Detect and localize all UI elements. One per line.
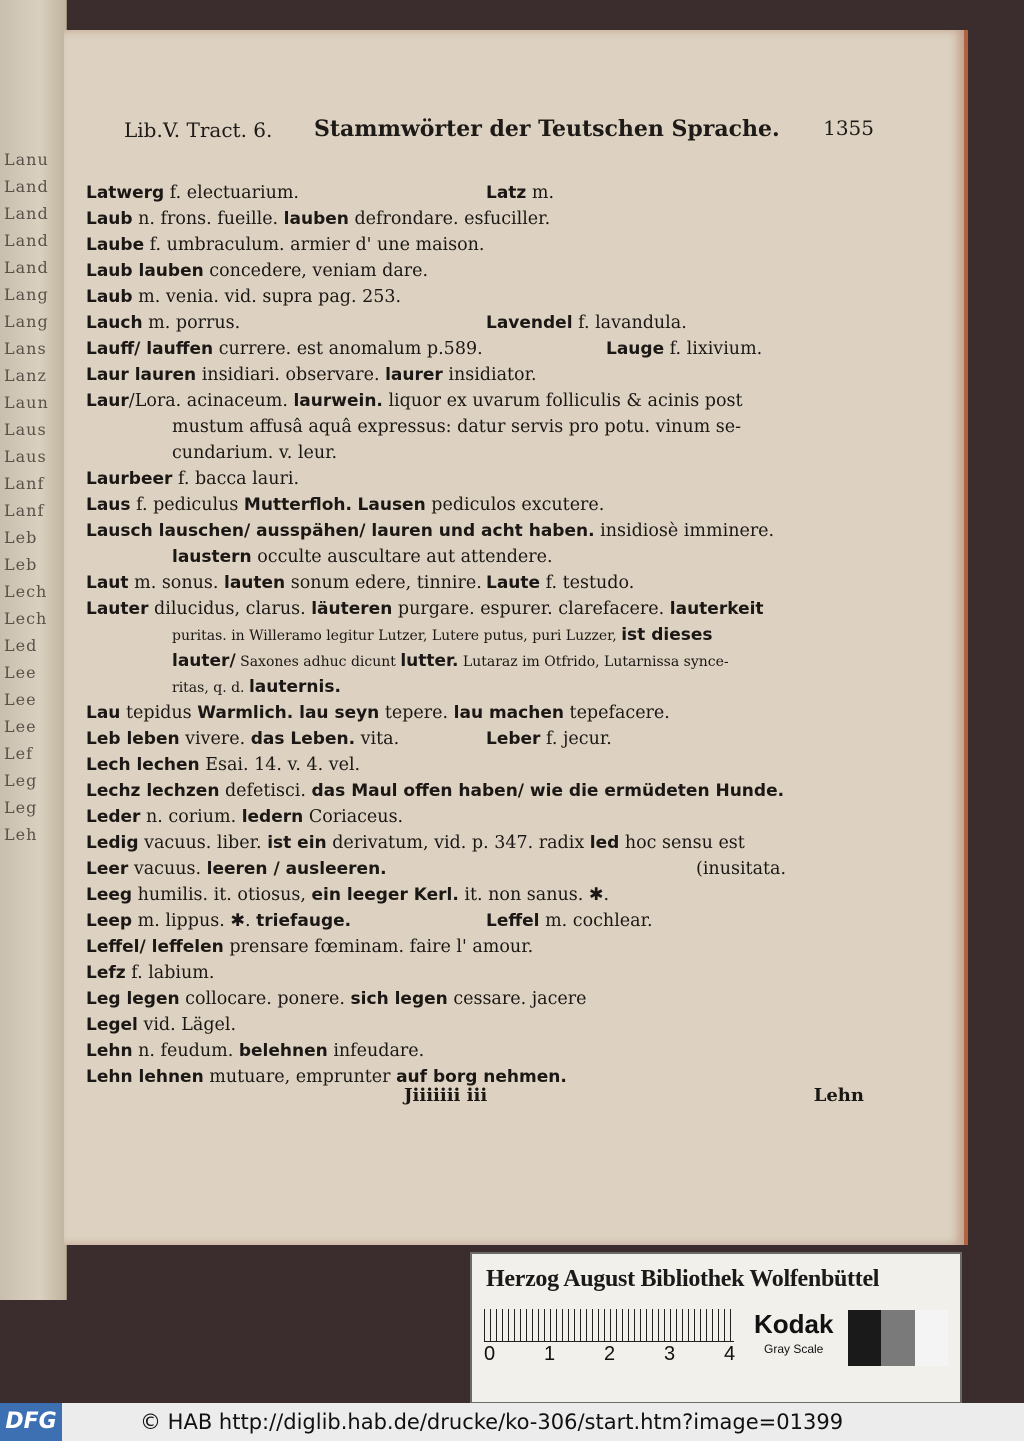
entry-text: prensare fœminam. faire l' amour.	[223, 937, 534, 957]
entry-line	[86, 206, 876, 232]
entry-text: sonum edere, tinnire.	[285, 573, 482, 593]
headword: lauben	[283, 209, 349, 229]
scale-ruler	[484, 1309, 754, 1367]
library-color-target	[470, 1252, 962, 1404]
headword: Leb leben	[86, 729, 180, 749]
headword: Warmlich. lau seyn	[197, 703, 380, 723]
entry-line	[86, 596, 876, 622]
right-column-entry	[696, 856, 786, 882]
entry-text: m. venia. vid. supra pag. 253.	[132, 287, 402, 307]
header-book-reference: Lib.V. Tract. 6.	[124, 118, 273, 142]
right-column-entry	[486, 908, 653, 934]
book-page	[64, 30, 968, 1245]
headword: das Leben.	[250, 729, 356, 749]
entry-line	[86, 882, 876, 908]
entry-text: defrondare. esfuciller.	[348, 209, 551, 229]
headword: Legel	[86, 1015, 138, 1035]
adjacent-page-fragment: Lang	[4, 312, 49, 331]
catchword: Lehn	[813, 1085, 864, 1106]
entry-text: m. cochlear.	[539, 911, 653, 931]
adjacent-page-fragment: Land	[4, 204, 49, 223]
adjacent-page-fragment: Laun	[4, 393, 49, 412]
headword: läuteren	[311, 599, 393, 619]
entry-text: n. corium.	[140, 807, 242, 827]
entry-text: concedere, veniam dare.	[203, 261, 429, 281]
entry-text: (inusitata.	[696, 859, 787, 879]
dfg-logo: DFG	[0, 1403, 62, 1441]
headword: Lausch lauschen/ ausspähen/ lauren und acht haben.	[86, 521, 595, 541]
headword: Lechz lechzen	[86, 781, 220, 801]
headword: triefauge.	[256, 911, 352, 931]
entry-line	[86, 830, 876, 856]
headword: Lauter	[86, 599, 149, 619]
adjacent-page-fragment: Laus	[4, 447, 47, 466]
headword: Latz	[486, 183, 527, 203]
right-column-entry	[486, 570, 634, 596]
entry-text: liquor ex uvarum folliculis & acinis post	[382, 391, 743, 411]
headword: Leffel	[486, 911, 540, 931]
entry-line	[86, 726, 876, 752]
copyright-link[interactable]: © HAB http://diglib.hab.de/drucke/ko-306/start.htm?image=01399	[140, 1410, 844, 1434]
kodak-logo: Kodak	[754, 1309, 834, 1339]
entry-text: f. lixivium.	[664, 339, 763, 359]
swatch-gray	[881, 1310, 914, 1366]
entry-text: puritas. in Willeramo legitur Lutzer, Lutere putus, puri Luzzer,	[172, 628, 622, 644]
entry-text: Saxones adhuc dicunt	[235, 654, 401, 670]
adjacent-page-fragment: Land	[4, 177, 49, 196]
entry-line	[86, 492, 876, 518]
signature-mark: Jiiiiiii iii	[404, 1085, 488, 1106]
entry-text: insidiari. observare.	[196, 365, 386, 385]
headword: Leg legen	[86, 989, 180, 1009]
entry-text: vacuus. liber.	[138, 833, 268, 853]
adjacent-page-fragment: Lee	[4, 690, 37, 709]
headword: Laut	[86, 573, 129, 593]
adjacent-page-fragment: Lang	[4, 285, 49, 304]
headword: Laute	[486, 573, 541, 593]
headword: Lausen	[357, 495, 426, 515]
right-column-entry	[486, 726, 612, 752]
entry-line	[86, 414, 876, 440]
ruler-number: 4	[724, 1343, 736, 1365]
adjacent-page-fragment: Lanf	[4, 474, 45, 493]
entry-line	[86, 856, 876, 882]
entry-line	[86, 518, 876, 544]
headword: Laur lauren	[86, 365, 197, 385]
entry-line	[86, 284, 876, 310]
entry-text: mutuare, emprunter	[203, 1067, 397, 1087]
headword: Laus	[86, 495, 131, 515]
headword: lauterkeit	[669, 599, 764, 619]
entry-text: defetisci.	[219, 781, 312, 801]
entry-line	[86, 674, 876, 700]
page-header	[124, 114, 874, 150]
entry-text: Lutaraz im Otfrido, Lutarnissa synce-	[458, 654, 729, 670]
headword: Leer	[86, 859, 129, 879]
entry-text: hoc sensu est	[619, 833, 745, 853]
entry-line	[86, 934, 876, 960]
entry-text: humilis. it. otiosus,	[132, 885, 312, 905]
entry-text: insidiator.	[442, 365, 537, 385]
headword: leeren / ausleeren.	[206, 859, 387, 879]
entry-line	[86, 310, 876, 336]
entry-line	[86, 388, 876, 414]
headword: ist dieses	[621, 625, 713, 645]
entry-text: dilucidus, clarus.	[148, 599, 312, 619]
entry-text: pediculos excutere.	[425, 495, 605, 515]
entry-text: f. pediculus	[130, 495, 244, 515]
entry-text: f. bacca lauri.	[172, 469, 300, 489]
headword: Leder	[86, 807, 141, 827]
entry-text: f. lavandula.	[572, 313, 687, 333]
headword: lauten	[224, 573, 286, 593]
headword: Laub	[86, 287, 133, 307]
headword: belehnen	[238, 1041, 328, 1061]
headword: laurer	[385, 365, 443, 385]
bottom-bar	[0, 1403, 1024, 1441]
swatch-white	[915, 1310, 948, 1366]
entry-text: tepidus	[120, 703, 198, 723]
adjacent-page-fragment: Land	[4, 258, 49, 277]
adjacent-page-fragment: Lanu	[4, 150, 49, 169]
headword: Laurbeer	[86, 469, 173, 489]
entry-text: collocare. ponere.	[179, 989, 351, 1009]
swatch-black	[848, 1310, 881, 1366]
entry-line	[86, 336, 876, 362]
entry-text: vita.	[355, 729, 400, 749]
entry-text: Coriaceus.	[303, 807, 404, 827]
entry-text: cundarium. v. leur.	[172, 443, 338, 463]
right-column-entry	[606, 336, 762, 362]
entry-line	[86, 960, 876, 986]
header-running-title: Stammwörter der Teutschen Sprache.	[314, 116, 780, 142]
headword: lau machen	[453, 703, 564, 723]
adjacent-page-fragment: Leh	[4, 825, 38, 844]
entry-text: derivatum, vid. p. 347. radix	[326, 833, 590, 853]
entry-text: vacuus.	[128, 859, 207, 879]
entry-line	[86, 362, 876, 388]
entry-line	[86, 570, 876, 596]
entry-text: f. testudo.	[540, 573, 635, 593]
headword: Latwerg	[86, 183, 165, 203]
library-name: Herzog August Bibliothek Wolfenbüttel	[486, 1266, 880, 1292]
headword: Leffel/ leffelen	[86, 937, 224, 957]
adjacent-page-fragment: Leb	[4, 528, 38, 547]
headword: Laur	[86, 391, 129, 411]
headword: Lau	[86, 703, 121, 723]
ruler-number: 0	[484, 1343, 496, 1365]
entry-line	[86, 778, 876, 804]
entry-text: m.	[526, 183, 555, 203]
entry-text: vid. Lägel.	[137, 1015, 237, 1035]
entry-text: insidiosè imminere.	[594, 521, 775, 541]
entry-text: infeudare.	[327, 1041, 425, 1061]
gray-swatches	[848, 1310, 948, 1366]
headword: lauter/	[172, 651, 236, 671]
ruler-ticks	[484, 1309, 734, 1342]
headword: auf borg nehmen.	[396, 1067, 567, 1087]
entry-line	[86, 440, 876, 466]
entry-text: mustum affusâ aquâ expressus: datur servis pro potu. vinum se-	[172, 417, 742, 437]
headword: Lefz	[86, 963, 126, 983]
adjacent-page-edge	[0, 0, 67, 1300]
entry-line	[86, 804, 876, 830]
headword: Lavendel	[486, 313, 573, 333]
dictionary-entries	[86, 180, 876, 1090]
page-number: 1355	[823, 116, 874, 140]
ruler-number: 3	[664, 1343, 676, 1365]
headword: ledern	[241, 807, 304, 827]
entry-text: n. feudum.	[132, 1041, 239, 1061]
headword: laurwein.	[293, 391, 383, 411]
adjacent-page-fragment: Leg	[4, 771, 38, 790]
entry-text: tepere.	[379, 703, 454, 723]
headword: Lech lechen	[86, 755, 200, 775]
adjacent-page-fragment: Lech	[4, 582, 48, 601]
entry-text: m. sonus.	[128, 573, 224, 593]
headword: Laub lauben	[86, 261, 204, 281]
adjacent-page-fragment: Lech	[4, 609, 48, 628]
headword: Leep	[86, 911, 133, 931]
entry-line	[86, 180, 876, 206]
adjacent-page-fragment: Lans	[4, 339, 47, 358]
adjacent-page-fragment: Lee	[4, 663, 37, 682]
entry-line	[86, 544, 876, 570]
entry-line	[86, 622, 876, 648]
entry-text: it. non sanus. ✱.	[458, 885, 610, 905]
entry-text: /Lora. acinaceum.	[128, 391, 294, 411]
right-column-entry	[486, 310, 687, 336]
headword: sich legen	[350, 989, 448, 1009]
entry-text: tepefacere.	[563, 703, 670, 723]
headword: lutter.	[400, 651, 459, 671]
entry-text: m. lippus. ✱.	[132, 911, 257, 931]
headword: Lauge	[606, 339, 665, 359]
page-footer	[404, 1085, 864, 1115]
headword: Ledig	[86, 833, 139, 853]
headword: Laub	[86, 209, 133, 229]
adjacent-page-fragment: Leg	[4, 798, 38, 817]
adjacent-page-fragment: Lanf	[4, 501, 45, 520]
entry-text: vivere.	[179, 729, 251, 749]
entry-text: ritas, q. d.	[172, 680, 249, 696]
ruler-number: 2	[604, 1343, 616, 1365]
headword: Lauff/ lauffen	[86, 339, 214, 359]
adjacent-page-fragment: Lanz	[4, 366, 47, 385]
headword: das Maul offen haben/ wie die ermüdeten Hunde.	[311, 781, 785, 801]
entry-line	[86, 258, 876, 284]
adjacent-page-fragment: Leb	[4, 555, 38, 574]
headword: Leeg	[86, 885, 133, 905]
headword: ist ein	[267, 833, 327, 853]
entry-line	[86, 466, 876, 492]
adjacent-page-fragment: Land	[4, 231, 49, 250]
entry-line	[86, 908, 876, 934]
entry-text: purgare. espurer. clarefacere.	[392, 599, 670, 619]
headword: Lehn	[86, 1041, 133, 1061]
headword: Leber	[486, 729, 541, 749]
entry-line	[86, 1012, 876, 1038]
entry-text: m. porrus.	[142, 313, 241, 333]
entry-line	[86, 648, 876, 674]
entry-line	[86, 232, 876, 258]
entry-text: cessare. jacere	[447, 989, 587, 1009]
headword: laustern	[172, 547, 252, 567]
entry-text: f. jecur.	[540, 729, 612, 749]
headword: Lehn lehnen	[86, 1067, 204, 1087]
headword: lauternis.	[248, 677, 341, 697]
adjacent-page-fragment: Laus	[4, 420, 47, 439]
headword: ein leeger Kerl.	[311, 885, 459, 905]
entry-text: f. electuarium.	[164, 183, 299, 203]
adjacent-page-fragment: Lee	[4, 717, 37, 736]
adjacent-page-fragment: Led	[4, 636, 38, 655]
entry-line	[86, 700, 876, 726]
entry-text: occulte auscultare aut attendere.	[251, 547, 553, 567]
right-column-entry	[486, 180, 554, 206]
headword: Mutterfloh.	[243, 495, 352, 515]
entry-text: Esai. 14. v. 4. vel.	[199, 755, 361, 775]
entry-text: currere. est anomalum p.589.	[213, 339, 483, 359]
headword: Lauch	[86, 313, 143, 333]
headword: led	[589, 833, 620, 853]
gray-scale-label: Gray Scale	[764, 1342, 824, 1356]
entry-line	[86, 986, 876, 1012]
ruler-number: 1	[544, 1343, 556, 1365]
entry-line	[86, 1038, 876, 1064]
entry-text: n. frons. fueille.	[132, 209, 284, 229]
entry-text: f. labium.	[125, 963, 215, 983]
adjacent-page-fragment: Lef	[4, 744, 34, 763]
entry-text: f. umbraculum. armier d' une maison.	[144, 235, 485, 255]
entry-line	[86, 752, 876, 778]
headword: Laube	[86, 235, 145, 255]
